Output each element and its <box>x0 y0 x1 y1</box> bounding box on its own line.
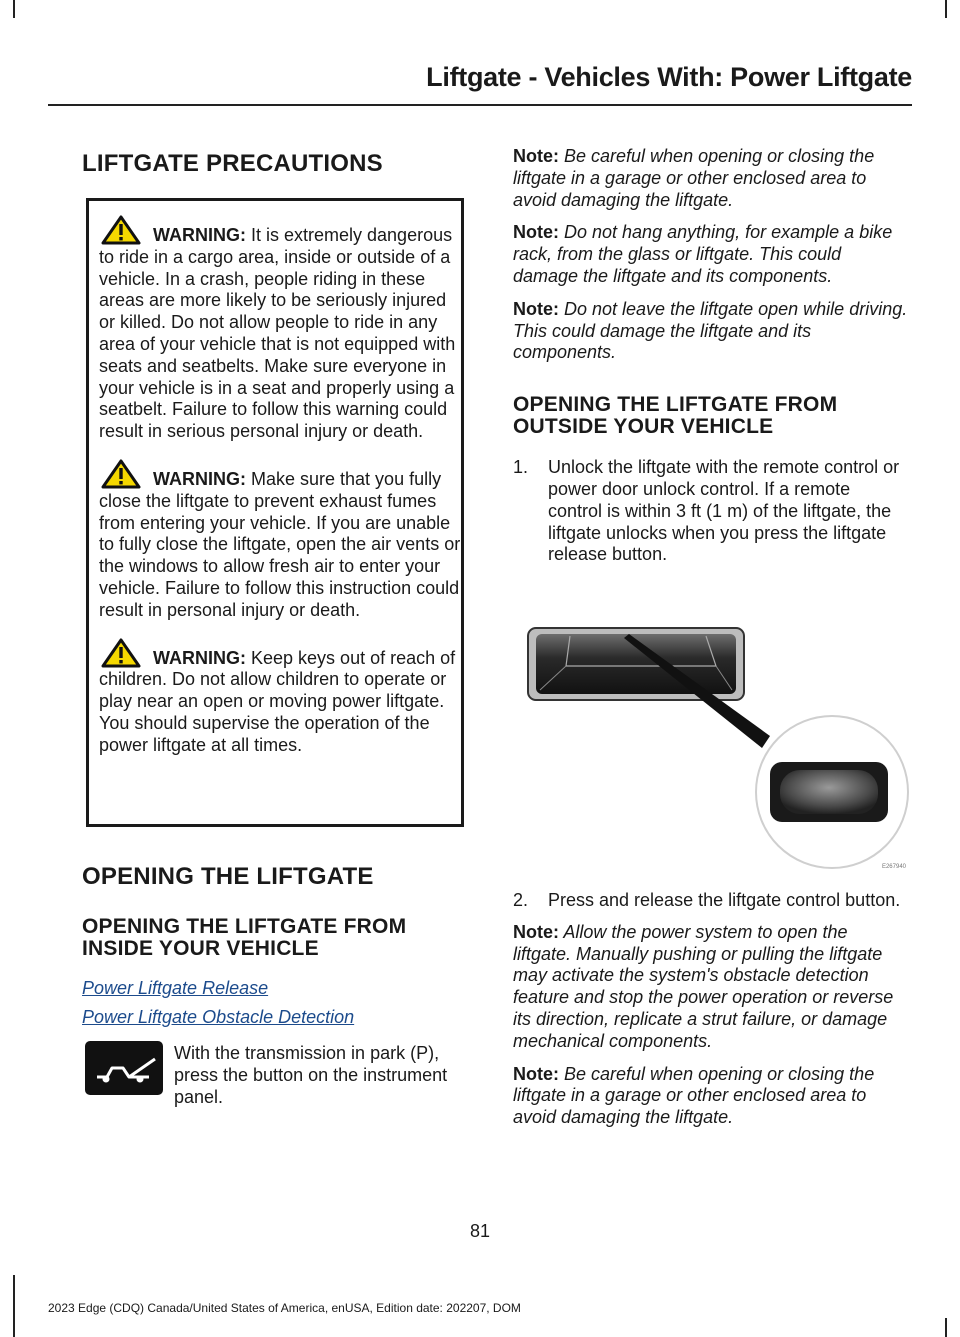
step-text: Unlock the liftgate with the remote control or power door unlock control. If a remote control is within 3 ft (1 m) of the liftgate, the liftgate unlocks when you press the liftgate release button. <box>548 457 900 565</box>
warning-3 <box>99 638 467 757</box>
warning-triangle-icon <box>101 459 141 489</box>
link-power-liftgate-release[interactable]: Power Liftgate Release <box>82 978 269 998</box>
subsection-title-line1: OPENING THE LIFTGATE FROM <box>82 915 407 938</box>
note-text: Be careful when opening or closing the liftgate in a garage or other enclosed area to avoid damaging the liftgate. <box>513 146 875 210</box>
note-label: Note: <box>513 222 559 243</box>
warning-box <box>86 198 464 827</box>
note-text: Allow the power system to open the liftgate. Manually pushing or pulling the liftgate may activate the system's obstacle detection feature and stop the power operation or reverse its direction, replicate a strut failure, or damage mechanical components. <box>513 921 894 1051</box>
note-text: Do not hang anything, for example a bike rack, from the glass or liftgate. This could damage the liftgate and its components. <box>513 222 893 286</box>
warning-triangle-icon <box>101 638 141 668</box>
figure-code: E267940 <box>881 864 906 870</box>
warning-text: It is extremely dangerous to ride in a cargo area, inside or outside of a vehicle. In a crash, people riding in these areas are more likely to be seriously injured or killed. Do not allow people to ride in any area of your vehicle that is not equipped with seats and seatbelts. Make sure everyone in your vehicle is in a seat and properly using a seatbelt. Failure to follow this warning could result in serious personal injury or death. <box>99 225 456 442</box>
section-title-opening: OPENING THE LIFTGATE <box>82 863 374 890</box>
step-number: 2. <box>513 890 529 910</box>
crop-mark-top-left <box>13 0 15 18</box>
step-text: Press and release the liftgate control button. <box>548 890 901 910</box>
link-power-liftgate-obstacle-detection[interactable]: Power Liftgate Obstacle Detection <box>82 1007 355 1027</box>
step-1 <box>513 457 908 566</box>
warning-label: WARNING: <box>153 468 246 489</box>
liftgate-release-figure <box>526 624 910 872</box>
subsection-title-line2: INSIDE YOUR VEHICLE <box>82 937 319 960</box>
section-title-precautions: LIFTGATE PRECAUTIONS <box>82 150 383 177</box>
liftgate-button-icon <box>85 1041 163 1095</box>
warning-label: WARNING: <box>153 225 246 245</box>
note-text: Do not leave the liftgate open while driving. This could damage the liftgate and its components. <box>513 298 908 363</box>
header-divider <box>48 104 912 106</box>
note <box>513 299 908 364</box>
edition-footer: 2023 Edge (CDQ) Canada/United States of America, enUSA, Edition date: 202207, DOM <box>48 1301 521 1315</box>
crop-mark-top-right <box>945 0 947 18</box>
warning-label: WARNING: <box>153 647 246 668</box>
page-header-title: Liftgate - Vehicles With: Power Liftgate <box>426 62 912 92</box>
note <box>513 1064 908 1129</box>
note-label: Note: <box>513 921 559 942</box>
note-label: Note: <box>513 146 559 166</box>
note-text: Be careful when opening or closing the liftgate in a garage or other enclosed area to avoid damaging the liftgate. <box>513 1063 875 1128</box>
subsection-title-inside <box>82 916 472 960</box>
warning-2 <box>99 459 467 622</box>
step-2 <box>513 890 908 912</box>
warning-text: Keep keys out of reach of children. Do not allow children to operate or play near an open or moving power liftgate. You should supervise the operation of the power liftgate at all times. <box>99 647 456 755</box>
left-column <box>82 145 472 179</box>
right-column-lower <box>513 890 908 1140</box>
warning-triangle-icon <box>101 215 141 245</box>
note <box>513 922 908 1053</box>
subsection-title-line2: OUTSIDE YOUR VEHICLE <box>513 415 774 439</box>
warning-1 <box>99 215 467 443</box>
subsection-title-line1: OPENING THE LIFTGATE FROM <box>513 393 838 417</box>
opening-liftgate-section <box>82 862 472 1028</box>
warning-text: Make sure that you fully close the liftgate to prevent exhaust fumes from entering your vehicle. If you are unable to fully close the liftgate, open the air vents or the windows to allow fresh air to enter your vehicle. Failure to follow this instruction could result in personal injury or death. <box>99 468 461 620</box>
note <box>513 146 908 211</box>
crop-mark-bottom-right <box>945 1318 947 1337</box>
inside-instruction: With the transmission in park (P), press the button on the instrument panel. <box>174 1043 448 1107</box>
subsection-title-outside <box>513 394 908 438</box>
right-column <box>513 146 908 566</box>
crop-mark-bottom-left <box>13 1275 15 1337</box>
note-label: Note: <box>513 1063 559 1084</box>
page-number: 81 <box>469 1221 491 1241</box>
note-label: Note: <box>513 298 559 319</box>
step-number: 1. <box>513 457 529 478</box>
note <box>513 222 908 287</box>
